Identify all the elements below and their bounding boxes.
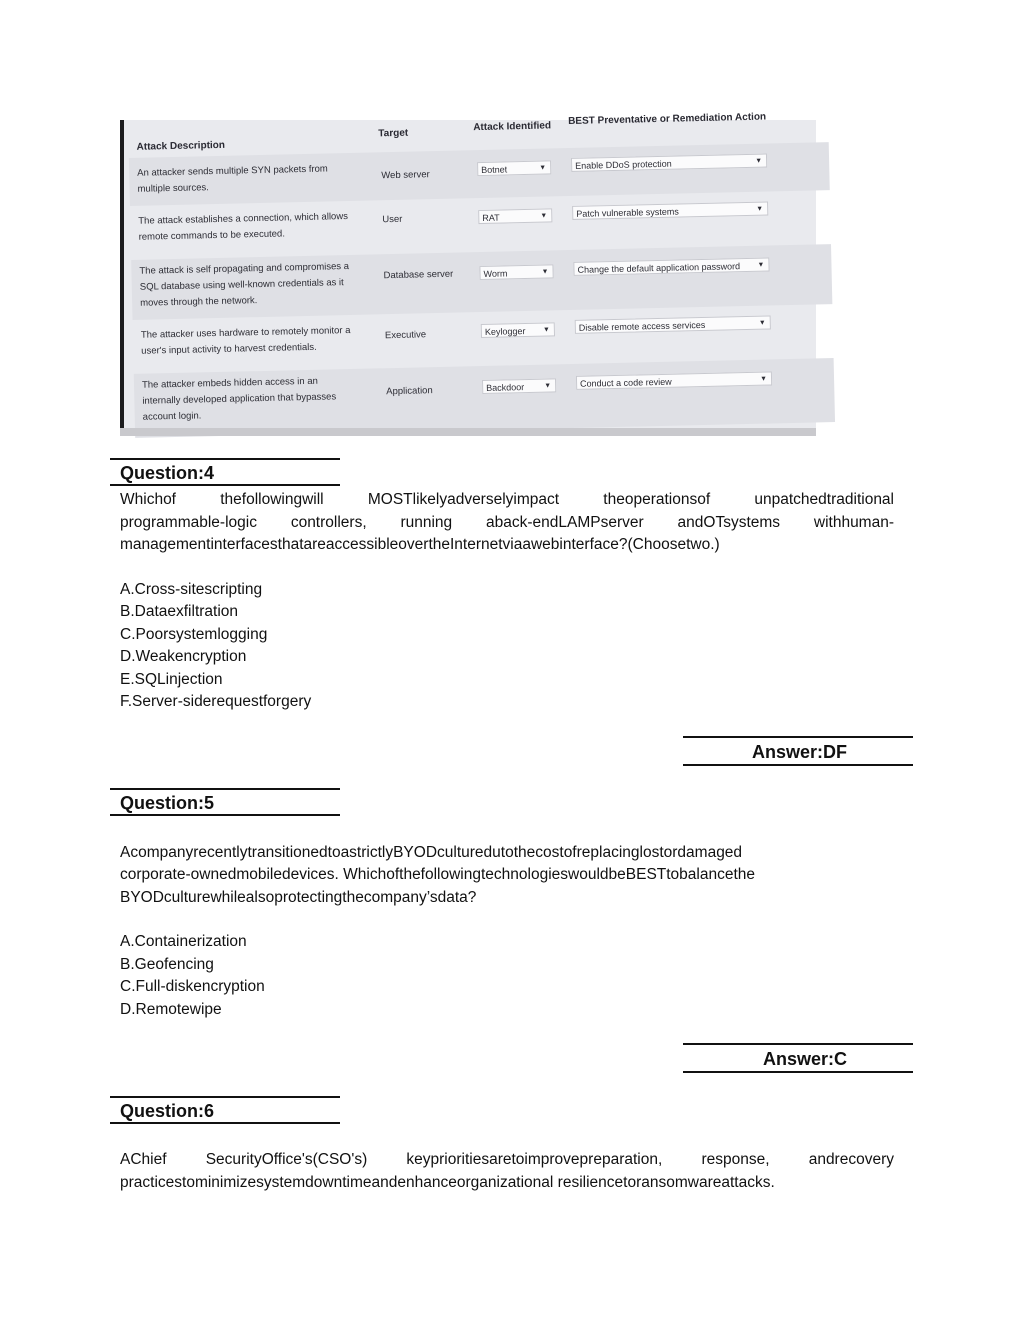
attack-identified-select[interactable]: Worm ▼	[479, 264, 553, 280]
attack-description: The attack is self propagating and compromises a SQL database using well-known credentials as it moves through the network.	[139, 261, 350, 309]
dropdown-caret-icon: ▼	[542, 326, 550, 334]
attack-description: The attacker uses hardware to remotely monitor a user's input activity to harvest credentials.	[140, 325, 351, 357]
question-5-text: AcompanyrecentlytransitionedtoastrictlyBYODculturedutothecostofreplacinglostordamaged	[120, 844, 743, 861]
header-best-action: BEST Preventative or Remediation Action	[568, 111, 767, 128]
question-6-text: practicestominimizesystemdowntimeandenhanceorganizational resiliencetoransomwareattacks.	[120, 1174, 775, 1191]
target-label: Web server	[381, 169, 430, 182]
dropdown-caret-icon: ▼	[757, 261, 765, 269]
attack-description: The attacker embeds hidden access in an internally developed application that bypasses account login.	[141, 375, 337, 423]
header-target: Target	[378, 127, 409, 140]
option-e: E.SQLinjection	[120, 671, 223, 688]
dropdown-caret-icon: ▼	[756, 205, 764, 213]
question-5-answer: Answer:C	[683, 1043, 913, 1073]
option-a: A.Containerization	[120, 933, 247, 950]
attack-identified-select[interactable]: RAT ▼	[478, 208, 552, 224]
header-attack-description: Attack Description	[136, 139, 226, 153]
attack-identified-select[interactable]: Keylogger ▼	[481, 322, 555, 338]
dropdown-caret-icon: ▼	[755, 157, 763, 165]
question-4-text: Whichof thefollowingwill MOSTlikelyadverselyimpact theoperationsof unpatchedtraditional	[120, 491, 894, 508]
target-label: User	[382, 213, 403, 226]
question-4-answer: Answer:DF	[683, 736, 913, 766]
remediation-action-select[interactable]: Change the default application password ▼	[573, 257, 769, 275]
remediation-action-select[interactable]: Enable DDoS protection ▼	[571, 154, 767, 172]
question-5-text: corporate-ownedmobiledevices. WhichofthefollowingtechnologieswouldbeBESTtobalancethe	[120, 866, 756, 883]
question-4-heading: Question:4	[110, 458, 340, 486]
option-f: F.Server-siderequestforgery	[120, 693, 312, 710]
header-attack-identified: Attack Identified	[473, 120, 552, 134]
option-c: C.Poorsystemlogging	[120, 626, 268, 643]
dropdown-caret-icon: ▼	[541, 268, 549, 276]
remediation-action-select[interactable]: Conduct a code review ▼	[576, 371, 772, 389]
table-row	[134, 358, 835, 438]
question-6-heading: Question:6	[110, 1096, 340, 1124]
dropdown-caret-icon: ▼	[540, 212, 548, 220]
attack-table-photo	[120, 111, 816, 436]
photo-edge	[120, 120, 124, 436]
option-a: A.Cross-sitescripting	[120, 581, 263, 598]
photo-edge	[120, 428, 816, 436]
option-d: D.Weakencryption	[120, 648, 247, 665]
question-5-heading: Question:5	[110, 788, 340, 816]
dropdown-caret-icon: ▼	[760, 375, 768, 383]
attack-description: An attacker sends multiple SYN packets from multiple sources.	[137, 163, 328, 195]
attack-table	[128, 104, 835, 440]
remediation-action-select[interactable]: Disable remote access services ▼	[575, 315, 771, 333]
target-label: Database server	[383, 268, 454, 282]
question-5-text: BYODculturewhilealsoprotectingthecompany’sdata?	[120, 889, 477, 906]
question-4-text: programmable-logic controllers, running aback-endLAMPserver andOTsystems withhuman-	[120, 514, 894, 531]
attack-identified-select[interactable]: Backdoor ▼	[482, 378, 556, 394]
option-b: B.Geofencing	[120, 956, 214, 973]
question-6-text: AChief SecurityOffice's(CSO's) keyprioritiesaretoimprovepreparation, response, andrecovery	[120, 1151, 894, 1168]
target-label: Executive	[384, 329, 427, 342]
attack-identified-select[interactable]: Botnet ▼	[477, 160, 551, 176]
attack-description: The attack establishes a connection, which allows remote commands to be executed.	[138, 211, 349, 243]
option-c: C.Full-diskencryption	[120, 978, 265, 995]
option-b: B.Dataexfiltration	[120, 603, 239, 620]
dropdown-caret-icon: ▼	[758, 319, 766, 327]
option-d: D.Remotewipe	[120, 1001, 222, 1018]
dropdown-caret-icon: ▼	[539, 164, 547, 172]
dropdown-caret-icon: ▼	[544, 382, 552, 390]
target-label: Application	[386, 385, 433, 398]
question-4-text: managementinterfacesthatareaccessibleovertheInternetviaawebinterface?(Choosetwo.)	[120, 536, 720, 553]
remediation-action-select[interactable]: Patch vulnerable systems ▼	[572, 202, 768, 220]
